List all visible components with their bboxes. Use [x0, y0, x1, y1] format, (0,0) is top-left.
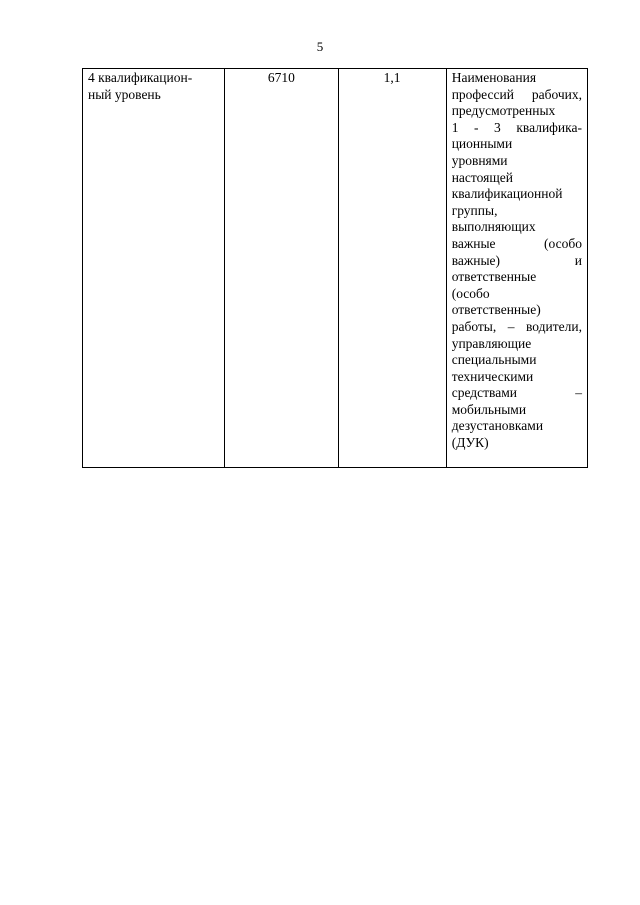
- description-line: группы,: [451, 202, 498, 218]
- description-line: важные) и: [451, 252, 582, 268]
- description-line: дезустановками: [451, 418, 544, 434]
- salary-value: 6710: [267, 70, 295, 85]
- coefficient-cell: [338, 69, 446, 468]
- profession-description-cell: [446, 69, 587, 468]
- description-line: важные (особо: [451, 235, 582, 251]
- description-line: управляющие: [451, 335, 532, 351]
- description-line: (ДУК): [451, 435, 489, 451]
- description-line: работы, – водители,: [451, 318, 582, 334]
- level-text-line: 4 квалификацион-: [88, 70, 193, 85]
- description-line: выполняющих: [451, 219, 536, 235]
- salary-cell: [225, 69, 338, 468]
- description-line: 1 - 3 квалифика-: [451, 119, 582, 135]
- description-line: уровнями: [451, 152, 508, 168]
- description-line: ответственные): [451, 302, 541, 318]
- description-line: (особо: [451, 285, 490, 301]
- description-line: техническими: [451, 368, 534, 384]
- description-line: профессий рабочих,: [451, 86, 582, 102]
- coefficient-value: 1,1: [383, 70, 401, 85]
- description-line: специальными: [451, 352, 537, 368]
- description-line: средствами –: [451, 385, 582, 401]
- level-text-line: ный уровень: [88, 86, 161, 102]
- qualification-table: [82, 68, 588, 468]
- description-line: настоящей: [451, 169, 513, 185]
- description-line: мобильными: [451, 401, 527, 417]
- description-line: ответственные: [451, 269, 537, 285]
- table-row: [83, 69, 588, 468]
- qualification-level-cell: [83, 69, 225, 468]
- description-line: квалификационной: [451, 186, 563, 202]
- page-number: 5: [316, 39, 324, 54]
- description-line: предусмотренных: [451, 103, 556, 119]
- description-line: ционными: [451, 136, 513, 152]
- description-line: Наименования: [451, 70, 537, 85]
